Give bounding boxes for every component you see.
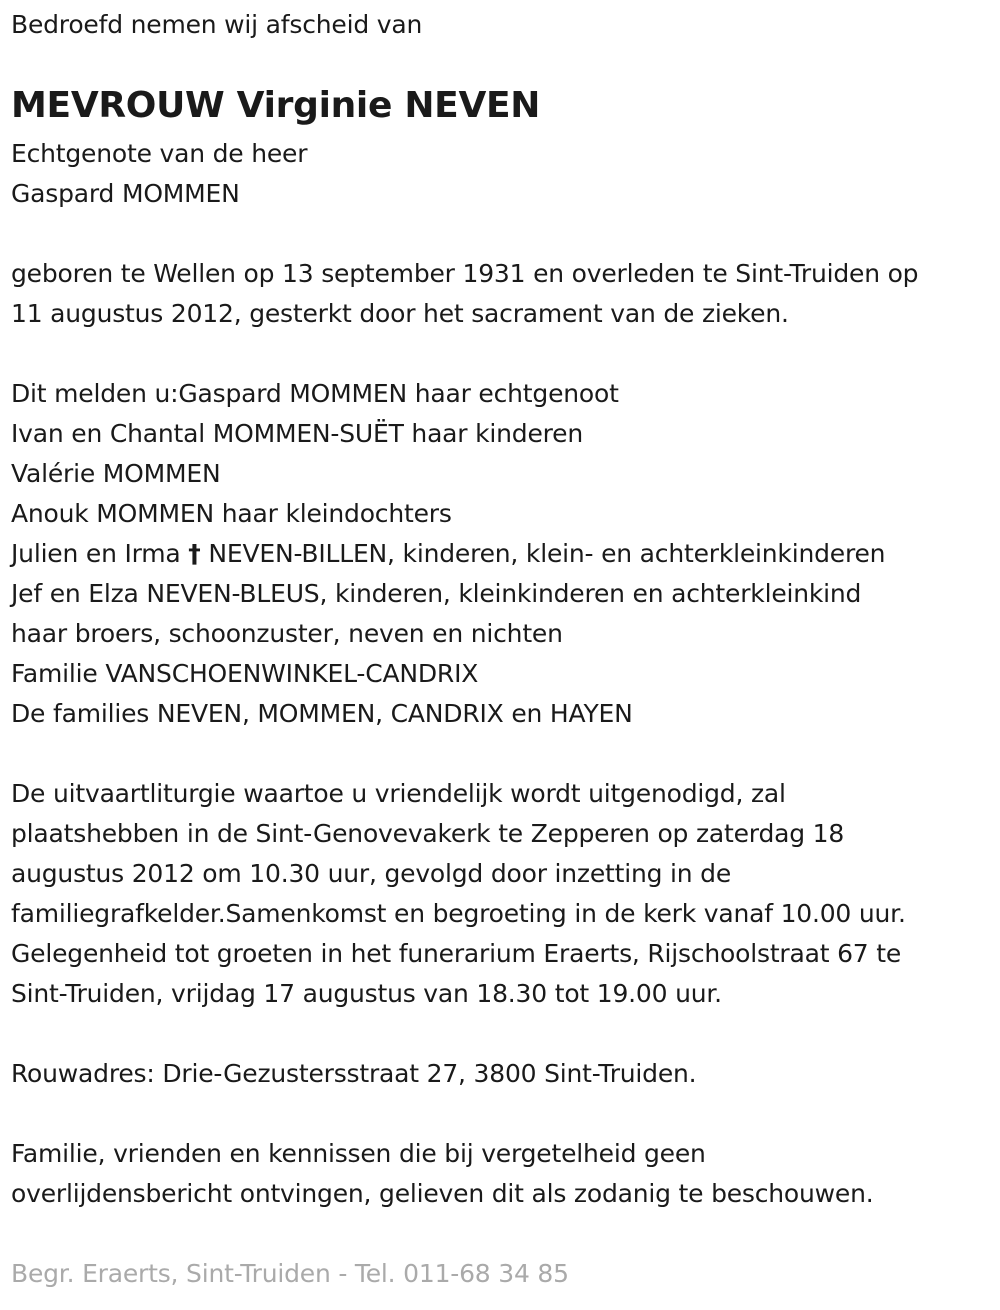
birth-death-line: 11 augustus 2012, gesterkt door het sacrament van de zieken. <box>11 299 789 328</box>
notice-section <box>11 1134 874 1214</box>
family-line: Dit melden u:Gaspard MOMMEN haar echtgenoot <box>11 379 619 408</box>
funeral-section <box>11 774 906 1014</box>
birth-death-section <box>11 254 918 334</box>
family-section <box>11 374 885 734</box>
spouse-line: Echtgenote van de heer <box>11 139 308 168</box>
notice-line: Familie, vrienden en kennissen die bij vergetelheid geen <box>11 1139 706 1168</box>
funeral-line: De uitvaartliturgie waartoe u vriendelijk wordt uitgenodigd, zal <box>11 779 786 808</box>
cross-icon: † <box>188 539 201 568</box>
family-line: haar broers, schoonzuster, neven en nichten <box>11 619 563 648</box>
family-line-text: Julien en Irma <box>11 539 189 568</box>
family-line: Anouk MOMMEN haar kleindochters <box>11 499 452 528</box>
funeral-line: Gelegenheid tot groeten in het funerarium Eraerts, Rijschoolstraat 67 te <box>11 939 902 968</box>
intro-text: Bedroefd nemen wij afscheid van <box>11 10 423 39</box>
funeral-line: Sint-Truiden, vrijdag 17 augustus van 18.30 tot 19.00 uur. <box>11 979 722 1008</box>
family-line: Ivan en Chantal MOMMEN-SUËT haar kinderen <box>11 419 584 448</box>
notice-line: overlijdensbericht ontvingen, gelieven dit als zodanig te beschouwen. <box>11 1179 874 1208</box>
mourning-address: Rouwadres: Drie-Gezustersstraat 27, 3800 Sint-Truiden. <box>11 1059 697 1088</box>
funeral-home-credit: Begr. Eraerts, Sint-Truiden - Tel. 011-68 34 85 <box>11 1259 569 1288</box>
family-line: De families NEVEN, MOMMEN, CANDRIX en HAYEN <box>11 699 633 728</box>
funeral-line: augustus 2012 om 10.30 uur, gevolgd door inzetting in de <box>11 859 732 888</box>
funeral-line: familiegrafkelder.Samenkomst en begroeting in de kerk vanaf 10.00 uur. <box>11 899 906 928</box>
birth-death-line: geboren te Wellen op 13 september 1931 en overleden te Sint-Truiden op <box>11 259 919 288</box>
funeral-line: plaatshebben in de Sint-Genovevakerk te Zepperen op zaterdag 18 <box>11 819 845 848</box>
spouse-name: Gaspard MOMMEN <box>11 179 240 208</box>
family-line: Jef en Elza NEVEN-BLEUS, kinderen, kleinkinderen en achterkleinkind <box>11 579 862 608</box>
footer-section <box>11 1254 569 1294</box>
family-line: Valérie MOMMEN <box>11 459 221 488</box>
deceased-name: MEVROUW Virginie NEVEN <box>11 85 541 126</box>
address-section <box>11 1054 696 1094</box>
family-line <box>11 534 885 574</box>
family-line: Familie VANSCHOENWINKEL-CANDRIX <box>11 659 479 688</box>
spouse-section <box>11 134 307 214</box>
family-line-text: NEVEN-BILLEN, kinderen, klein- en achterkleinkinderen <box>200 539 886 568</box>
